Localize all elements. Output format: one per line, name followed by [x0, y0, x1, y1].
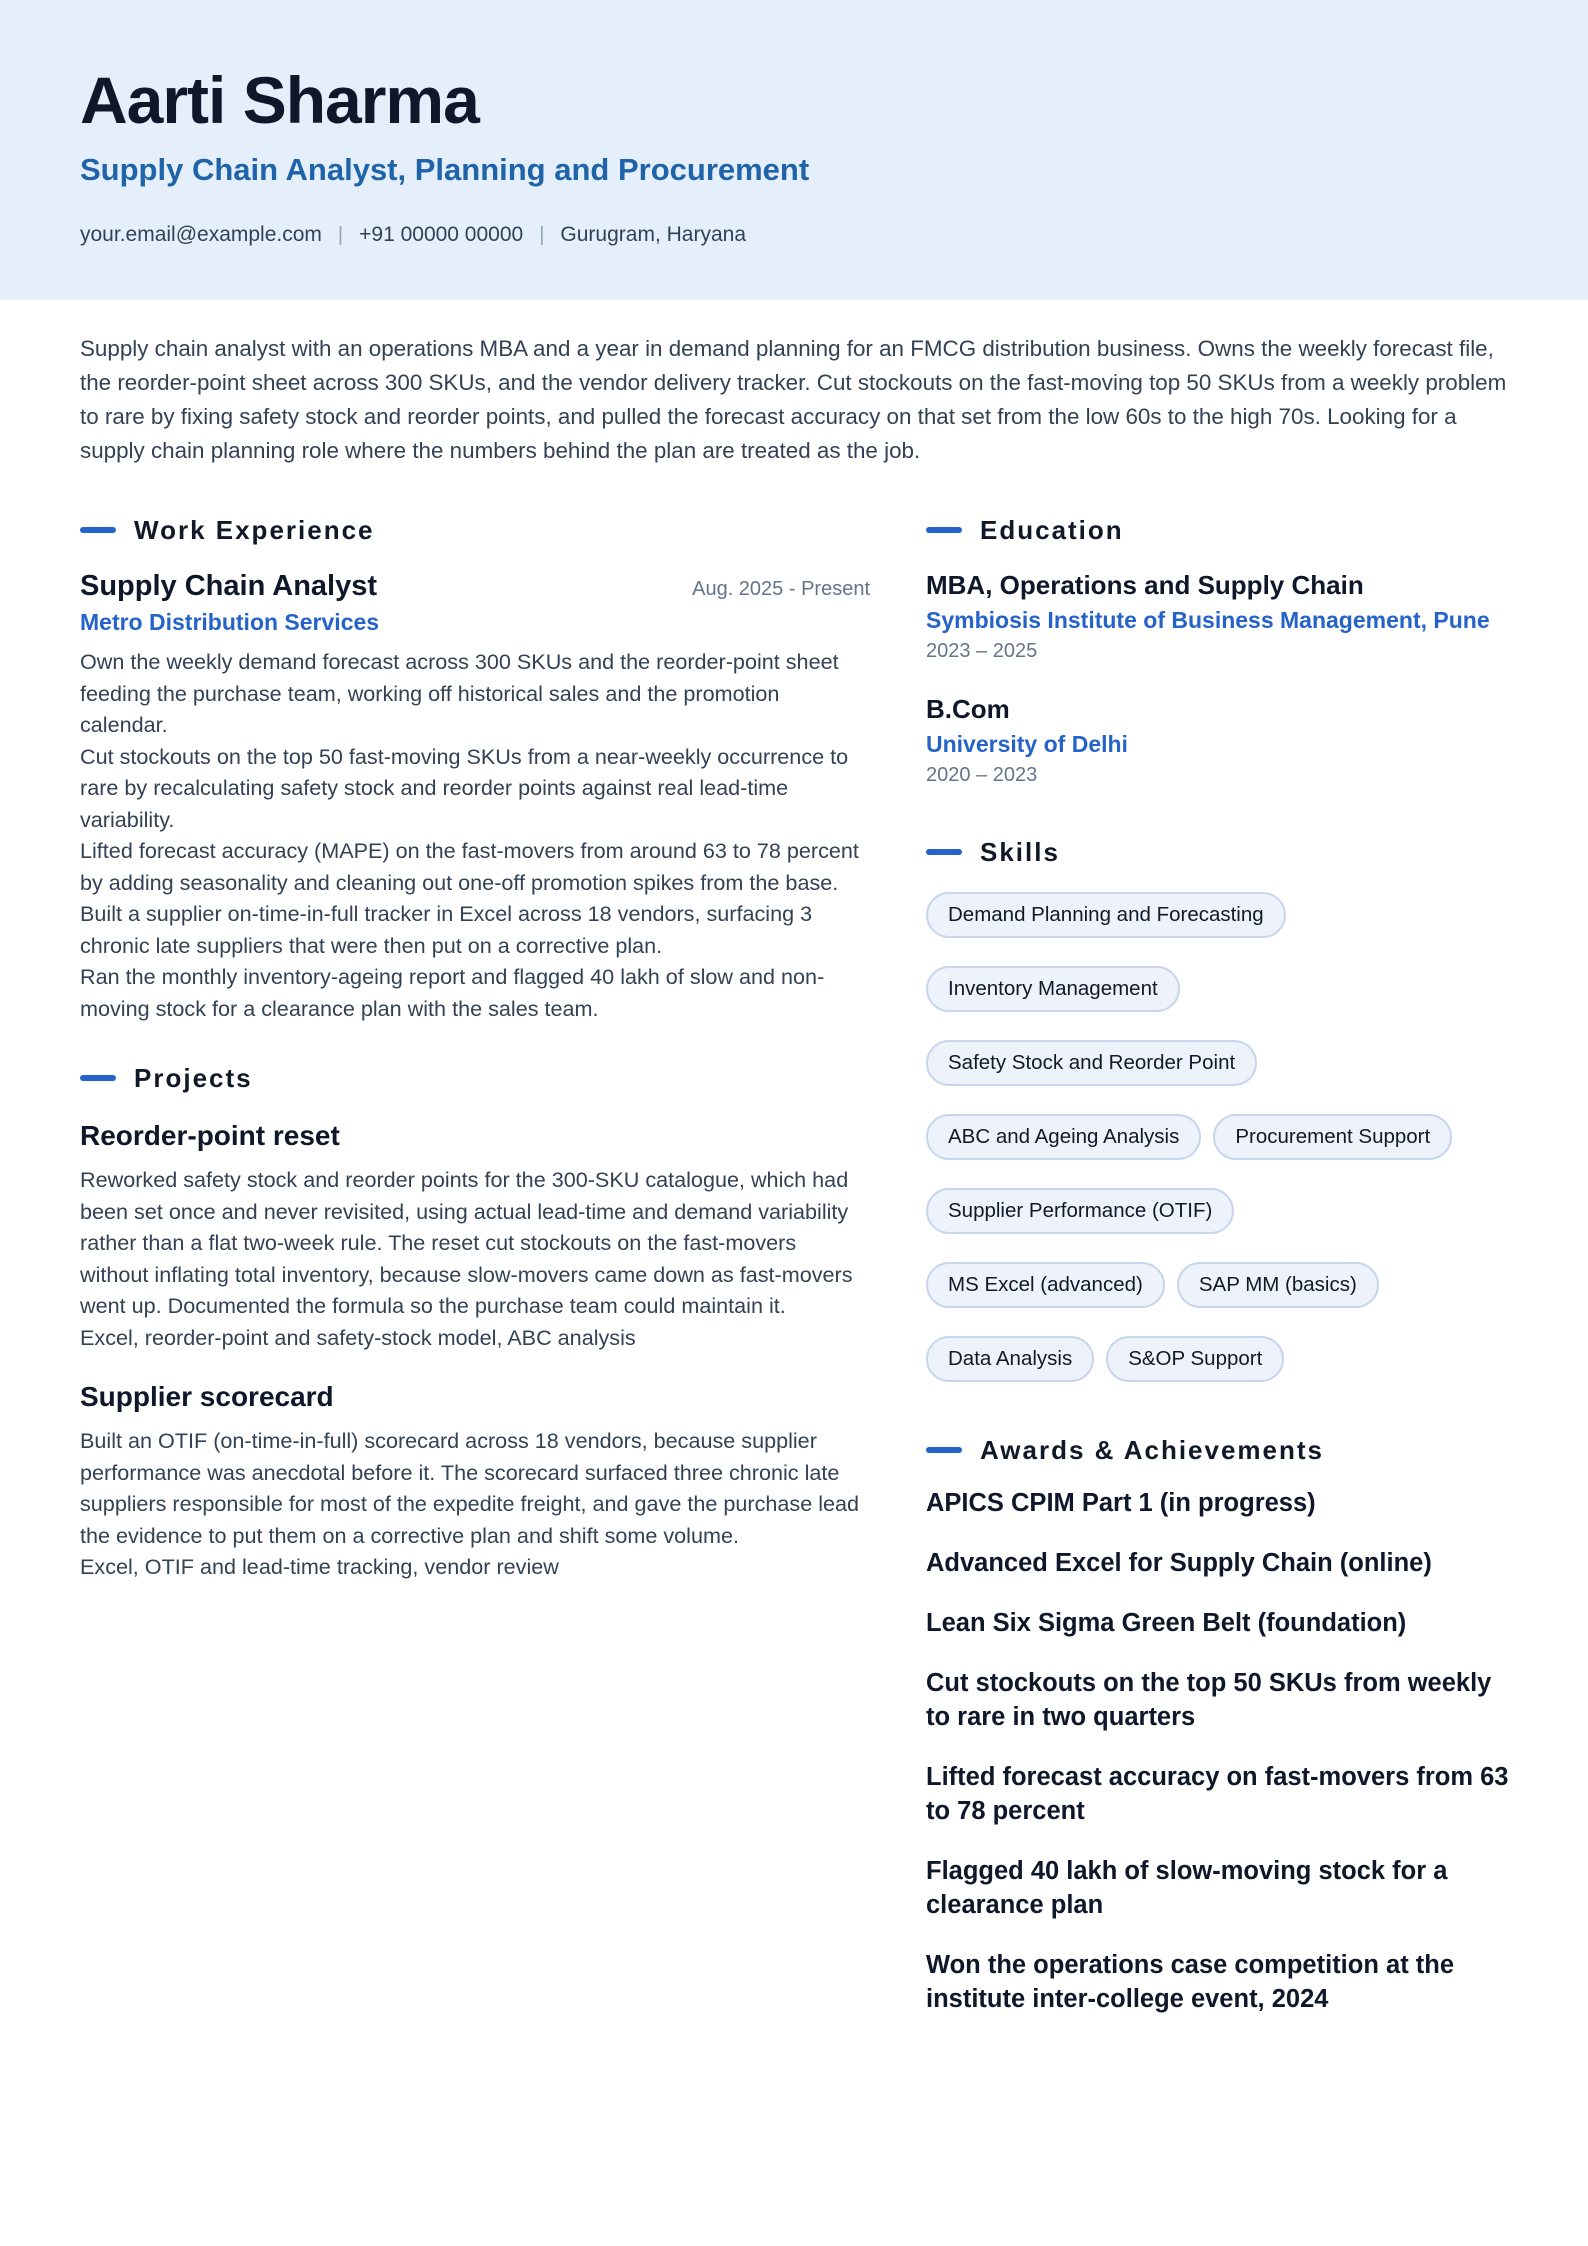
education-years: 2020 – 2023 [926, 764, 1038, 786]
section-heading [926, 834, 1516, 870]
education-years: 2023 – 2025 [926, 640, 1038, 662]
project-title: Reorder-point reset [80, 1120, 340, 1151]
contact-line [80, 220, 1508, 250]
candidate-name: Aarti Sharma [80, 63, 479, 137]
awards-heading: Awards & Achievements [980, 1434, 1325, 1465]
contact-separator: | [337, 224, 344, 246]
job-header [80, 570, 870, 603]
projects-section [80, 1060, 870, 1583]
job-bullet: Cut stockouts on the top 50 fast-moving SKUs from a near-weekly occurrence to rare by recalculating safety stock and reorder points against real lead-time variability. [80, 743, 849, 832]
right-column [926, 512, 1516, 2016]
awards-section [926, 1432, 1516, 2016]
education-institution: University of Delhi [926, 731, 1128, 757]
education-degree: MBA, Operations and Supply Chain [926, 570, 1364, 600]
skill-chip: Inventory Management [926, 966, 1180, 1012]
contact-separator: | [539, 224, 545, 246]
section-accent-bar [926, 1447, 962, 1453]
award-item: Lean Six Sigma Green Belt (foundation) [926, 1609, 1407, 1637]
project-tech: Excel, OTIF and lead-time tracking, vendor review [80, 1554, 559, 1579]
award-item: Lifted forecast accuracy on fast-movers from 63 to 78 percent [926, 1763, 1509, 1825]
skill-chip: ABC and Ageing Analysis [926, 1114, 1201, 1160]
award-item: Cut stockouts on the top 50 SKUs from weekly to rare in two quarters [926, 1669, 1492, 1731]
skill-chip: Data Analysis [926, 1336, 1094, 1382]
skill-chip-list [926, 892, 1516, 1382]
project-description: Reworked safety stock and reorder points for the 300-SKU catalogue, which had been set once and never revisited, using actual lead-time and demand variability rather than a flat two-week rule. The reset cut stockouts on the fast-movers without inflating total inventory, because slow-movers came down as fast-movers went up. Documented the formula so the purchase team could maintain it. [80, 1167, 853, 1318]
section-accent-bar [926, 849, 962, 855]
resume-header [0, 0, 1588, 300]
skill-chip: Procurement Support [1213, 1114, 1452, 1160]
job-title: Supply Chain Analyst [80, 570, 378, 602]
job-entry [80, 570, 870, 1024]
job-bullet: Own the weekly demand forecast across 300 SKUs and the reorder-point sheet feeding the purchase team, working off historical sales and the promotion calendar. [80, 649, 839, 737]
job-bullets [80, 646, 870, 1024]
job-dates: Aug. 2025 - Present [692, 578, 870, 600]
skill-chip: SAP MM (basics) [1177, 1262, 1379, 1308]
education-institution: Symbiosis Institute of Business Management, Pune [926, 607, 1490, 633]
project-entry [80, 1116, 870, 1353]
skills-section [926, 834, 1516, 1382]
project-tech: Excel, reorder-point and safety-stock model, ABC analysis [80, 1324, 636, 1350]
education-degree: B.Com [926, 694, 1010, 724]
work-experience-heading: Work Experience [134, 514, 375, 545]
awards-list [926, 1486, 1516, 2016]
left-column [80, 512, 870, 1583]
section-accent-bar [926, 527, 962, 533]
contact-email[interactable]: your.email@example.com [80, 223, 322, 246]
job-bullet: Lifted forecast accuracy (MAPE) on the fast-movers from around 63 to 78 percent by adding seasonality and cleaning out one-off promotion spikes from the base. [80, 838, 859, 895]
professional-summary: Supply chain analyst with an operations MBA and a year in demand planning for an FMCG distribution business. Owns the weekly forecast file, the reorder-point sheet across 300 SKUs, and the vendor delivery tracker. Cut stockouts on the fast-moving top 50 SKUs from a weekly problem to rare by fixing safety stock and reorder points, and pulled the forecast accuracy on that set from the low 60s to the high 70s. Looking for a supply chain planning role where the numbers behind the plan are treated as the job. [80, 336, 1507, 463]
award-item: APICS CPIM Part 1 (in progress) [926, 1489, 1316, 1517]
section-heading [926, 512, 1516, 548]
section-heading [926, 1432, 1516, 1468]
job-company: Metro Distribution Services [80, 609, 380, 635]
education-section [926, 512, 1516, 790]
project-description: Built an OTIF (on-time-in-full) scorecard across 18 vendors, because supplier performance was anecdotal before it. The scorecard surfaced three chronic late suppliers responsible for most of the expedite freight, and gave the purchase lead the evidence to put them on a corrective plan and shift some volume. [80, 1428, 860, 1548]
section-accent-bar [80, 1075, 116, 1081]
skill-chip: Supplier Performance (OTIF) [926, 1188, 1234, 1234]
education-entry [926, 568, 1516, 666]
candidate-title: Supply Chain Analyst, Planning and Procurement [80, 152, 810, 187]
job-bullet: Built a supplier on-time-in-full tracker in Excel across 18 vendors, surfacing 3 chronic late suppliers that were then put on a corrective plan. [80, 901, 813, 958]
work-experience-section [80, 512, 870, 1024]
job-bullet: Ran the monthly inventory-ageing report and flagged 40 lakh of slow and non-moving stock for a clearance plan with the sales team. [80, 964, 825, 1021]
skill-chip: S&OP Support [1106, 1336, 1284, 1382]
award-item: Flagged 40 lakh of slow-moving stock for a clearance plan [926, 1857, 1448, 1919]
award-item: Advanced Excel for Supply Chain (online) [926, 1549, 1432, 1577]
skill-chip: Safety Stock and Reorder Point [926, 1040, 1257, 1086]
skills-heading: Skills [980, 836, 1060, 867]
award-item: Won the operations case competition at the institute inter-college event, 2024 [926, 1951, 1455, 2013]
education-entry [926, 692, 1516, 790]
contact-location: Gurugram, Haryana [560, 223, 746, 246]
section-heading [80, 1060, 870, 1096]
project-entry [80, 1377, 870, 1583]
section-accent-bar [80, 527, 116, 533]
skill-chip: Demand Planning and Forecasting [926, 892, 1286, 938]
project-title: Supplier scorecard [80, 1381, 334, 1412]
section-heading [80, 512, 870, 548]
projects-heading: Projects [134, 1062, 253, 1093]
contact-phone[interactable]: +91 00000 00000 [359, 223, 524, 246]
skill-chip: MS Excel (advanced) [926, 1262, 1165, 1308]
education-heading: Education [980, 514, 1124, 545]
